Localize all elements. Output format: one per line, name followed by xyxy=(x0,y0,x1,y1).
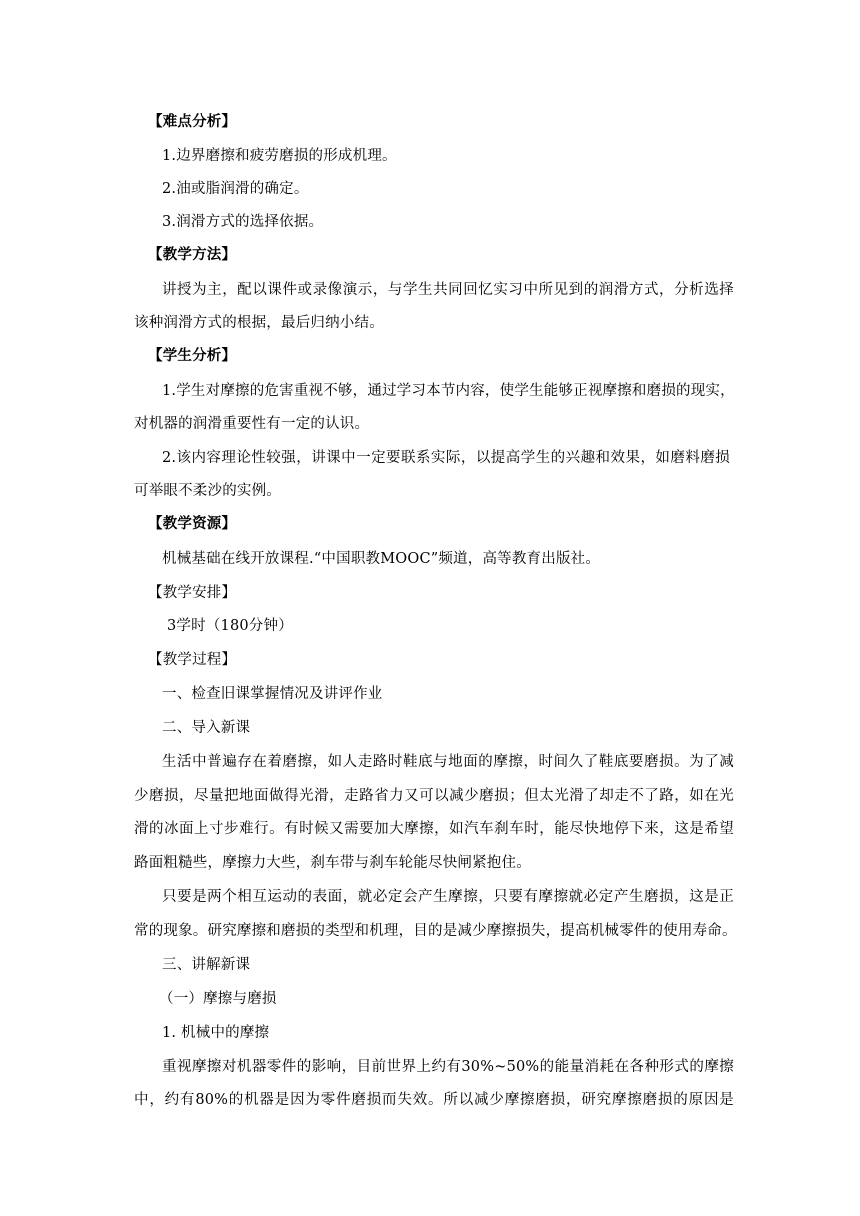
teaching-method-text-line-1: 讲授为主，配以课件或录像演示，与学生共同回忆实习中所见到的润滑方式，分析选择 xyxy=(162,282,734,298)
student-analysis-item-1-line-1: 1.学生对摩擦的危害重视不够，通过学习本节内容，使学生能够正视摩擦和磨损的现实， xyxy=(162,383,735,399)
teaching-schedule-text: 3学时（180分钟） xyxy=(167,618,293,634)
heading-teaching-resources: 【教学资源】 xyxy=(148,515,237,532)
subsection-mechanical-friction: 1. 机械中的摩擦 xyxy=(162,1025,270,1041)
process-step-1: 一、检查旧课掌握情况及讲评作业 xyxy=(162,686,383,702)
student-analysis-item-2-line-2: 可举眼不柔沙的实例。 xyxy=(134,483,281,499)
heading-difficulty-analysis: 【难点分析】 xyxy=(148,113,237,130)
difficulty-item-3: 3.润滑方式的选择依据。 xyxy=(162,214,324,230)
heading-teaching-process: 【教学过程】 xyxy=(148,652,237,668)
intro-paragraph-1-line-2: 少磨损，尽量把地面做得光滑，走路省力又可以减少磨损；但太光滑了却走不了路，如在光 xyxy=(134,788,734,804)
friction-paragraph-line-2: 中，约有80%的机器是因为零件磨损而失效。所以减少摩擦磨损，研究摩擦磨损的原因是 xyxy=(134,1092,734,1108)
heading-teaching-method: 【教学方法】 xyxy=(148,246,237,263)
teaching-resources-text: 机械基础在线开放课程.“中国职教MOOC”频道，高等教育出版社。 xyxy=(162,551,601,567)
intro-paragraph-2-line-1: 只要是两个相互运动的表面，就必定会产生摩擦，只要有摩擦就必定产生磨损，这是正 xyxy=(162,889,734,905)
process-step-2: 二、导入新课 xyxy=(162,720,251,736)
student-analysis-item-1-line-2: 对机器的润滑重要性有一定的认识。 xyxy=(134,416,370,432)
intro-paragraph-1-line-3: 滑的冰面上寸步难行。有时候又需要加大摩擦，如汽车刹车时，能尽快地停下来，这是希望 xyxy=(134,821,734,837)
difficulty-item-2: 2.油或脂润滑的确定。 xyxy=(162,181,309,197)
intro-paragraph-1-line-1: 生活中普遍存在着磨擦，如人走路时鞋底与地面的摩擦，时间久了鞋底要磨损。为了减 xyxy=(162,754,734,770)
heading-teaching-schedule: 【教学安排】 xyxy=(148,585,237,601)
friction-paragraph-line-1: 重视摩擦对机器零件的影响，目前世界上约有30%~50%的能量消耗在各种形式的摩擦 xyxy=(162,1059,734,1075)
teaching-method-text-line-2: 该种润滑方式的根据，最后归纳小结。 xyxy=(134,315,384,331)
process-step-3: 三、讲解新课 xyxy=(162,957,251,973)
intro-paragraph-1-line-4: 路面粗糙些，摩擦力大些，刹车带与刹车轮能尽快闸紧抱住。 xyxy=(134,855,531,871)
student-analysis-item-2-line-1: 2.该内容理论性较强，讲课中一定要联系实际，以提高学生的兴趣和效果，如磨料磨损 xyxy=(162,450,730,466)
section-friction-and-wear: （一）摩擦与磨损 xyxy=(159,991,277,1007)
heading-student-analysis: 【学生分析】 xyxy=(148,347,237,364)
difficulty-item-1: 1.边界磨擦和疲劳磨损的形成机理。 xyxy=(162,148,397,164)
intro-paragraph-2-line-2: 常的现象。研究摩擦和磨损的类型和机理，目的是减少摩擦损失，提高机械零件的使用寿命。 xyxy=(134,923,737,939)
